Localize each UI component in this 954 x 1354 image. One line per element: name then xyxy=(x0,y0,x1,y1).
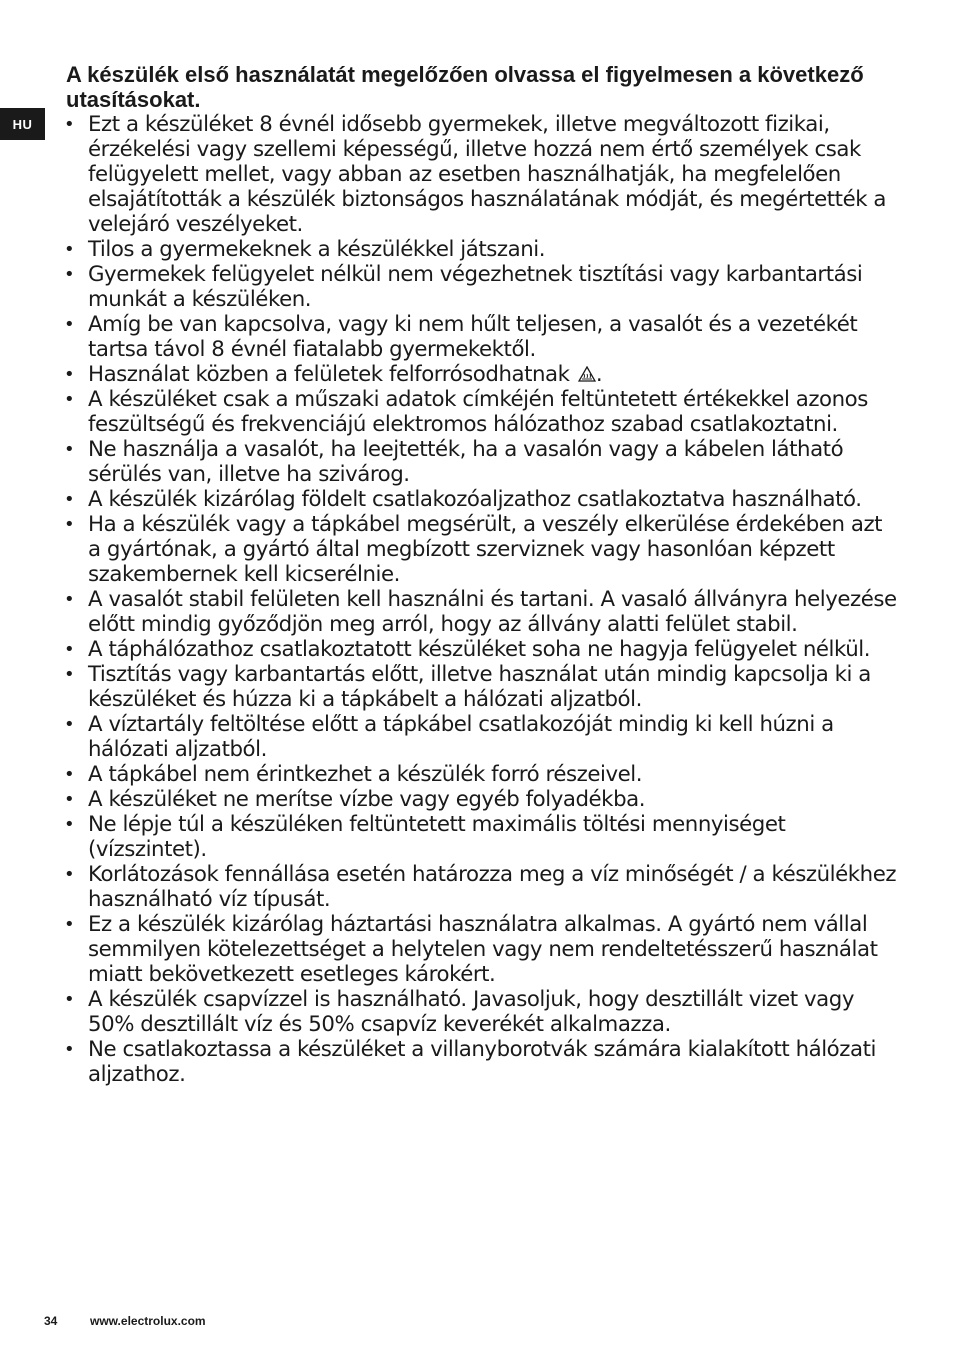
list-item: • Ezt a készüléket 8 évnél idősebb gyermekek, illetve megváltozott fizikai, érzékelési vagy szellemi képességű, illetve hozzá nem értő személyek csak felügyelett mellet, vagy abban az esetben használhatják, ha megfelelően elsajátították a készülék biztonságos használatának módját, és megértették a velejáró veszélyeket. xyxy=(60,112,900,237)
list-item: • Ez a készülék kizárólag háztartási használatra alkalmas. A gyártó nem vállal semmilyen kötelezettséget a helytelen vagy nem rendeltetésszerű használat miatt bekövetkezett esetleges károkért. xyxy=(60,912,900,987)
list-item xyxy=(60,362,900,387)
page-footer xyxy=(44,1314,206,1328)
list-item: • Ne csatlakoztassa a készüléket a villanyborotvák számára kialakított hálózati aljzathoz. xyxy=(60,1037,900,1087)
list-item-period: . xyxy=(595,362,603,387)
list-item: • A készüléket ne merítse vízbe vagy egyéb folyadékba. xyxy=(60,787,900,812)
list-item: • Ha a készülék vagy a tápkábel megsérült, a veszély elkerülése érdekében azt a gyártónak, a gyártó által megbízott szerviznek vagy hasonlóan képzett szakembernek kell kicserélnie. xyxy=(60,512,900,587)
list-item: • A táphálózathoz csatlakoztatott készüléket soha ne hagyja felügyelet nélkül. xyxy=(60,637,900,662)
list-item: • A készülék kizárólag földelt csatlakozóaljzathoz csatlakoztatva használható. xyxy=(60,487,900,512)
safety-heading: A készülék első használatát megelőzően olvassa el figyelmesen a következő utasításokat. xyxy=(66,62,864,112)
list-item: • A vasalót stabil felületen kell használni és tartani. A vasaló állványra helyezése előtt mindig győződjön meg arról, hogy az állvány alatti felület stabil. xyxy=(60,587,900,637)
list-item: • Ne lépje túl a készüléken feltüntetett maximális töltési mennyiséget (vízszintet). xyxy=(60,812,900,862)
website-url: www.electrolux.com xyxy=(90,1314,206,1328)
list-item: • Amíg be van kapcsolva, vagy ki nem hűlt teljesen, a vasalót és a vezetékét tartsa távol 8 évnél fiatalabb gyermekektől. xyxy=(60,312,900,362)
list-item: • A víztartály feltöltése előtt a tápkábel csatlakozóját mindig ki kell húzni a hálózati aljzatból. xyxy=(60,712,900,762)
hot-surface-warning-icon xyxy=(578,366,596,382)
list-item: • A készülék csapvízzel is használható. Javasoljuk, hogy desztillált vizet vagy 50% desztillált víz és 50% csapvíz keverékét alkalmazza. xyxy=(60,987,900,1037)
list-item: • Tilos a gyermekeknek a készülékkel játszani. xyxy=(60,237,900,262)
list-item: • Tisztítás vagy karbantartás előtt, illetve használat után mindig kapcsolja ki a készüléket és húzza ki a tápkábelt a hálózati aljzatból. xyxy=(60,662,900,712)
list-item: • A készüléket csak a műszaki adatok címkéjén feltüntetett értékekkel azonos feszültségű és frekvenciájú elektromos hálózathoz szabad csatlakoztatni. xyxy=(60,387,900,437)
list-item: • Ne használja a vasalót, ha leejtették, ha a vasalón vagy a kábelen látható sérülés van, illetve ha szivárog. xyxy=(60,437,900,487)
list-item: • A tápkábel nem érintkezhet a készülék forró részeivel. xyxy=(60,762,900,787)
language-code: HU xyxy=(12,116,33,132)
list-item: • Korlátozások fennállása esetén határozza meg a víz minőségét / a készülékhez használható víz típusát. xyxy=(60,862,900,912)
list-item: • Gyermekek felügyelet nélkül nem végezhetnek tisztítási vagy karbantartási munkát a készüléken. xyxy=(60,262,900,312)
list-item-text: Használat közben a felületek felforrósodhatnak xyxy=(88,362,570,387)
safety-instructions-list xyxy=(60,112,900,1087)
language-tab xyxy=(0,108,45,140)
page-number: 34 xyxy=(44,1314,58,1328)
